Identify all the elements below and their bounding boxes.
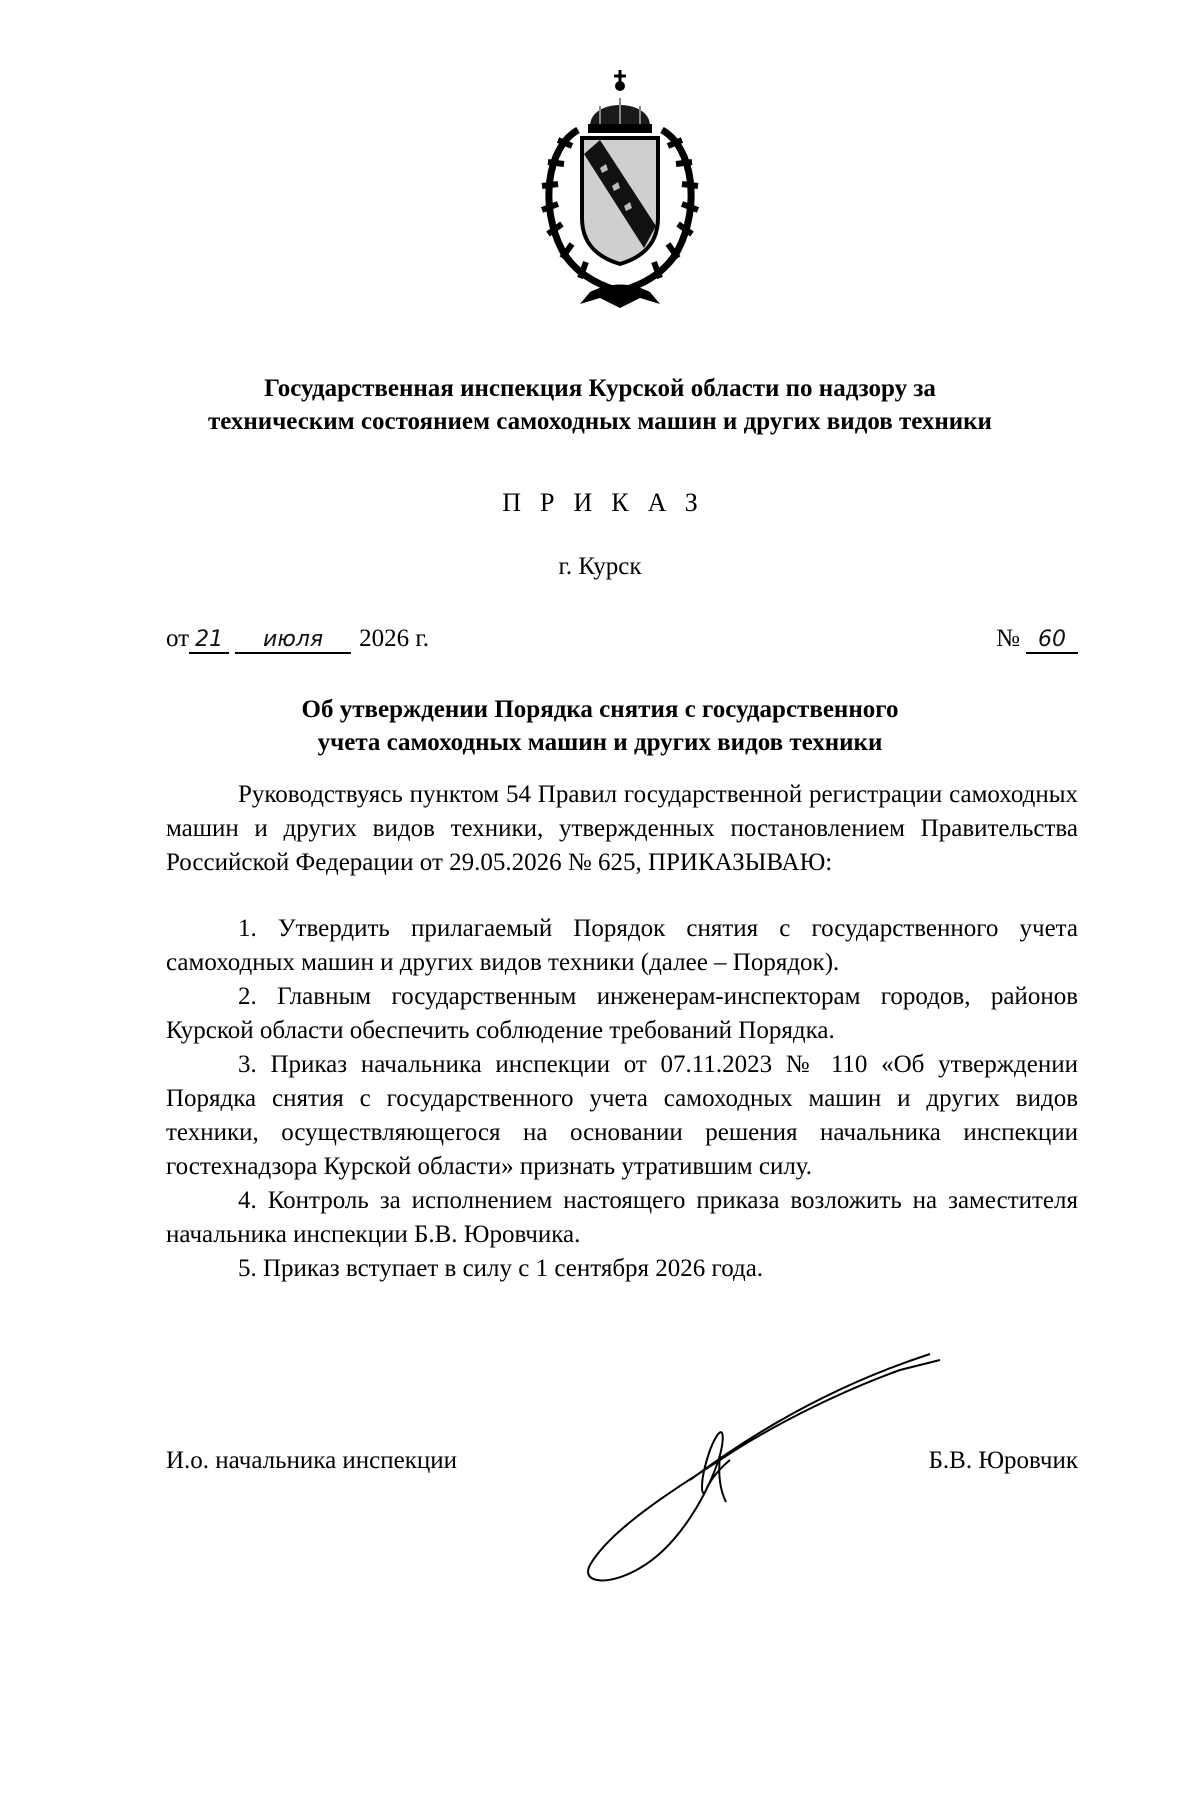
organization-name: [120, 372, 1080, 438]
order-subject: [120, 693, 1080, 759]
order-item: 3. Приказ начальника инспекции от 07.11.2023 № 110 «Об утверждении Порядка снятия с государственного учета самоходных машин и других видов техники, осуществляющегося на основании решения начальника инспекции гостехнадзора Курской области» признать утратившим силу.: [166, 1051, 1078, 1180]
order-item: 1. Утвердить прилагаемый Порядок снятия с государственного учета самоходных машин и других видов техники (далее – Порядок).: [166, 915, 1078, 976]
signer-title: И.о. начальника инспекции: [166, 1447, 458, 1474]
city-line: г. Курск: [558, 553, 642, 580]
order-item: 2. Главным государственным инженерам-инспекторам городов, районов Курской области обеспечить соблюдение требований Порядка.: [166, 983, 1078, 1044]
document-type-heading: ПРИКАЗ: [502, 488, 717, 517]
order-subject-line-1: Об утверждении Порядка снятия с государственного: [301, 696, 899, 723]
order-number: [996, 625, 1078, 654]
date-month-handwritten: июля: [235, 628, 351, 654]
date-day-handwritten: 21: [189, 628, 229, 654]
date-year: 2026 г.: [359, 625, 430, 652]
organization-name-line-1: Государственная инспекция Курской области по надзору за: [264, 375, 936, 402]
order-item: 5. Приказ вступает в силу с 1 сентября 2026 года.: [238, 1255, 764, 1282]
preamble-paragraph: Руководствуясь пунктом 54 Правил государственной регистрации самоходных машин и других видов техники, утвержденных постановлением Правительства Российской Федерации от 29.05.2026 № 625, ПРИКАЗЫВАЮ:: [166, 781, 1078, 876]
number-value-handwritten: 60: [1026, 628, 1078, 654]
number-label: №: [996, 625, 1020, 652]
handwritten-signature: [570, 1340, 950, 1590]
signer-name: Б.В. Юровчик: [928, 1447, 1078, 1474]
order-item: 4. Контроль за исполнением настоящего приказа возложить на заместителя начальника инспекции Б.В. Юровчика.: [166, 1187, 1078, 1248]
coat-of-arms-icon: [520, 68, 720, 313]
date-prefix: от: [166, 625, 190, 652]
order-body: [166, 778, 1078, 1286]
order-subject-line-2: учета самоходных машин и других видов техники: [317, 729, 883, 756]
organization-name-line-2: техническим состоянием самоходных машин и других видов техники: [208, 408, 992, 435]
order-date: [166, 625, 429, 654]
